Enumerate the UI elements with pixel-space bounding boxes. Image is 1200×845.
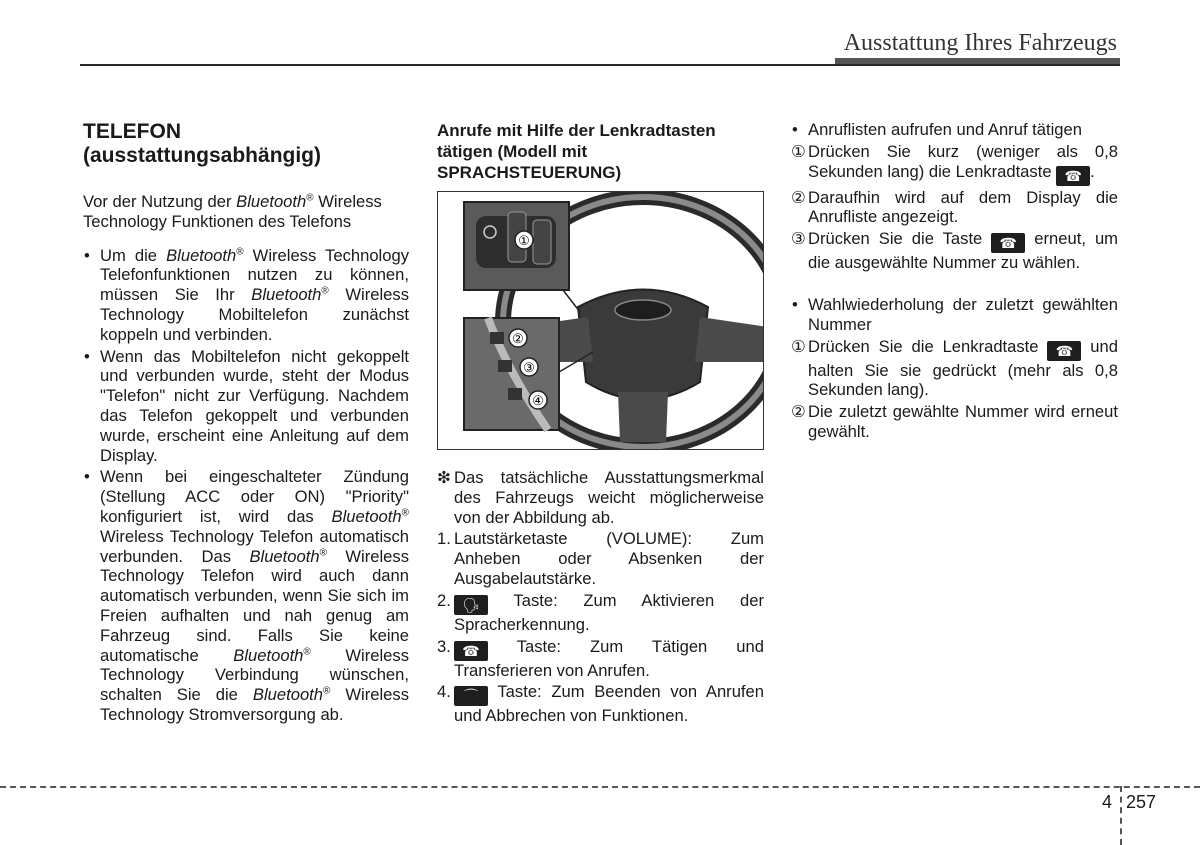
heading-line-1: TELEFON — [83, 120, 181, 143]
callout-1: ① — [518, 233, 530, 248]
bullet-dot: • — [84, 346, 90, 366]
item-number: 4. — [437, 682, 451, 702]
registered-mark: ® — [303, 646, 311, 657]
step-text: . — [1090, 161, 1095, 181]
item-volume — [437, 529, 764, 588]
call-key-icon: ☎︎ — [454, 641, 488, 661]
step-number: ① — [791, 141, 806, 161]
item-number: 3. — [437, 636, 451, 656]
bullet-text: Wireless Technology Verbindung wünschen, schalten Sie die — [100, 645, 409, 705]
column-call-lists — [791, 120, 1118, 444]
step-text: erneut, um die ausgewählte Nummer zu wählen. — [808, 229, 1118, 273]
bullet-text: Wahlwiederholung der zuletzt gewählten Nummer — [808, 294, 1118, 334]
note-text: Das tatsächliche Ausstattungsmerkmal des Fahrzeugs weicht möglicherweise von der Abbildung ab. — [454, 468, 764, 527]
bullet-text: Wireless Technology Telefon wird auch dann automatisch verbunden, wenn Sie sich im Freien aufhalten und nah genug am Fahrzeug sind. Falls Sie keine automatische — [100, 546, 409, 665]
bluetooth-word: Bluetooth — [331, 506, 402, 526]
step-press-again — [791, 229, 1118, 273]
bullet-text: Um die — [100, 245, 167, 265]
step-redialed — [791, 402, 1118, 442]
call-key-icon: ☎︎ — [991, 233, 1025, 253]
spacer — [791, 275, 1118, 295]
end-call-key-icon: ⌒ — [454, 686, 488, 706]
step-press-hold — [791, 337, 1118, 401]
bluetooth-word: Bluetooth — [251, 285, 322, 305]
bullet-priority — [83, 467, 409, 724]
bullet-text: Wireless Technology Telefonfunktionen nutzen zu können, müssen Sie Ihr — [100, 245, 409, 305]
bullet-not-paired — [83, 347, 409, 466]
item-voice — [437, 591, 764, 635]
note-symbol: ❇ — [437, 468, 451, 487]
bluetooth-word: Bluetooth — [252, 685, 324, 705]
footer-dashed-rule — [0, 786, 1200, 788]
bullet-text: Wenn bei eingeschalteter Zündung (Stellung ACC oder ON) "Priority" konfiguriert ist, wird das — [100, 467, 409, 526]
bullet-dot: • — [84, 245, 90, 265]
voice-key-icon: 🗣︎ — [454, 595, 488, 615]
call-key-icon: ☎︎ — [1047, 341, 1081, 361]
bullet-dot: • — [84, 467, 90, 487]
bullet-pairing — [83, 246, 409, 345]
callout-3: ③ — [523, 360, 535, 375]
item-text: Taste: Zum Tätigen und Transferieren von Anrufen. — [454, 636, 764, 680]
step-text: Drücken Sie die Lenkradtaste — [808, 336, 1048, 356]
item-number: 1. — [437, 529, 451, 549]
bullet-dot: • — [792, 294, 798, 314]
registered-mark: ® — [236, 246, 244, 258]
footer-dashed-divider — [1120, 786, 1122, 845]
item-text: Taste: Zum Aktivieren der Spracherkennung. — [454, 590, 764, 634]
step-number: ② — [791, 187, 806, 207]
bullet-call-lists — [791, 120, 1118, 140]
step-number: ① — [791, 336, 806, 356]
bluetooth-word: Bluetooth — [236, 192, 307, 211]
item-text: Lautstärketaste (VOLUME): Zum Anheben oder Absenken der Ausgabelautstärke. — [454, 529, 764, 588]
step-text: Daraufhin wird auf dem Display die Anrufliste angezeigt. — [808, 187, 1118, 227]
bullet-redial — [791, 295, 1118, 335]
column-steering-wheel — [437, 120, 764, 728]
registered-mark: ® — [321, 285, 329, 297]
item-number: 2. — [437, 590, 451, 610]
bullet-text: Wireless Technology Mobiltelefon zunächst koppeln und verbinden. — [100, 285, 409, 344]
callout-4: ④ — [532, 393, 544, 408]
bluetooth-word: Bluetooth — [249, 546, 320, 566]
step-text: Drücken Sie kurz (weniger als 0,8 Sekunden lang) die Lenkradtaste — [808, 141, 1118, 181]
call-key-icon: ☎︎ — [1056, 166, 1090, 186]
step-text: Die zuletzt gewählte Nummer wird erneut gewählt. — [808, 402, 1118, 441]
step-list-shown — [791, 188, 1118, 228]
intro-text: Vor der Nutzung der — [83, 192, 237, 211]
illustration-note — [437, 468, 764, 527]
chapter-number: 4 — [1102, 792, 1113, 812]
bullet-dot: • — [792, 120, 798, 139]
section-title: Ausstattung Ihres Fahrzeugs — [843, 30, 1117, 56]
registered-mark: ® — [306, 192, 314, 204]
step-press-short — [791, 142, 1118, 186]
registered-mark: ® — [323, 685, 331, 697]
item-end-call — [437, 682, 764, 726]
callout-2: ② — [512, 331, 524, 346]
steering-wheel-illustration — [438, 192, 763, 449]
telefon-heading — [83, 120, 409, 168]
bullet-text: Wireless Technology Telefon automatisch verbunden. Das — [100, 526, 409, 566]
intro-paragraph — [83, 192, 409, 232]
intro-text: Wireless Technology Funktionen des Telefons — [83, 192, 382, 231]
steering-wheel-figure — [437, 191, 764, 450]
bullet-text: Anruflisten aufrufen und Anruf tätigen — [808, 120, 1082, 139]
heading-line-2: (ausstattungsabhängig) — [83, 144, 322, 167]
registered-mark: ® — [401, 507, 409, 519]
header-rule — [80, 64, 1120, 66]
step-number: ② — [791, 402, 806, 422]
step-text: Drücken Sie die Taste — [808, 229, 992, 249]
column-telefon — [83, 120, 409, 727]
step-text: und halten Sie sie gedrückt (mehr als 0,8 Sekunden lang). — [808, 336, 1118, 400]
bluetooth-word: Bluetooth — [233, 645, 304, 665]
item-text: Taste: Zum Beenden von Anrufen und Abbrechen von Funktionen. — [454, 682, 764, 726]
bullet-text: Wireless Technology Stromversorgung ab. — [100, 685, 409, 724]
item-call — [437, 637, 764, 681]
registered-mark: ® — [319, 547, 327, 559]
page-number: 257 — [1126, 792, 1157, 812]
bluetooth-word: Bluetooth — [166, 245, 237, 265]
bullet-text: Wenn das Mobiltelefon nicht gekoppelt und verbunden wurde, steht der Modus "Telefon" nicht zur Verfügung. Nachdem das Telefon gekoppelt und verbunden wurde, erscheint eine Anleitung auf dem Display. — [100, 346, 409, 465]
step-number: ③ — [791, 229, 806, 249]
steering-heading: Anrufe mit Hilfe der Lenkradtasten tätigen (Modell mit SPRACHSTEUERUNG) — [437, 121, 716, 182]
